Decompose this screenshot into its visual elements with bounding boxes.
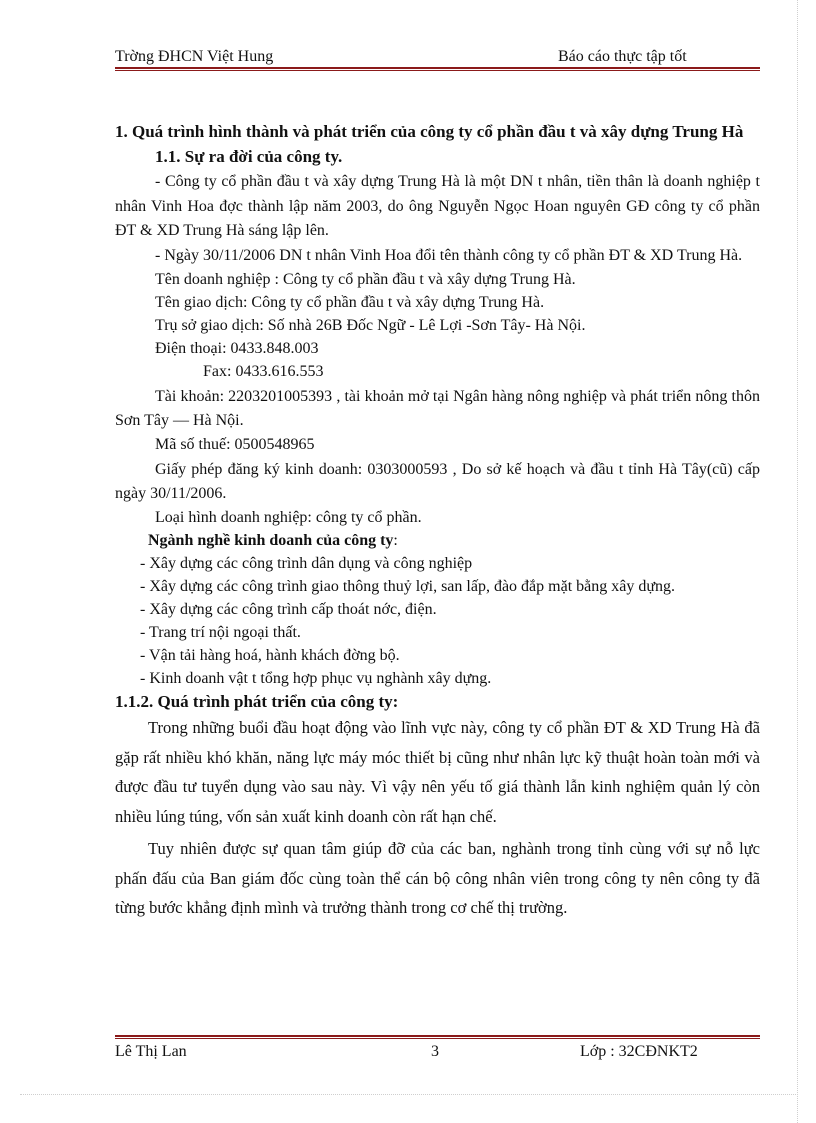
info-license: Giấy phép đăng ký kinh doanh: 0303000593 , Do sở kế hoạch và đầu t tỉnh Hà Tây(cũ) cấp ngày 30/11/2006. (115, 461, 760, 502)
info-company-type: Loại hình doanh nghiệp: công ty cổ phần. (155, 509, 422, 526)
section-title: 1. Quá trình hình thành và phát triển của công ty cổ phần đầu t và xây dựng Trung Hà (115, 122, 744, 141)
paragraph-rename: - Ngày 30/11/2006 DN t nhân Vinh Hoa đổi tên thành công ty cổ phần ĐT & XD Trung Hà. (155, 246, 743, 264)
page-number: 3 (431, 1043, 439, 1060)
info-address: Trụ sở giao dịch: Số nhà 26B Đốc Ngữ - Lê Lợi -Sơn Tây- Hà Nội. (155, 317, 586, 334)
business-heading-colon: : (393, 532, 398, 549)
info-fax: Fax: 0433.616.553 (203, 363, 324, 380)
header-school: Trờng ĐHCN Việt Hung (115, 48, 274, 65)
page-edge-bottom (20, 1094, 796, 1095)
paragraph-growth: Tuy nhiên được sự quan tâm giúp đỡ của các ban, nghành trong tỉnh cùng với sự nỗ lực phấn đấu của Ban giám đốc cùng toàn thể cán bộ công nhân viên trong công ty nên công ty đã từng bước khẳng định mình và trưởng thành trong cơ chế thị trường. (115, 839, 760, 917)
footer-class: Lớp : 32CĐNKT2 (580, 1043, 698, 1060)
header-rule (115, 67, 760, 69)
info-name: Tên doanh nghiệp : Công ty cổ phần đầu t và xây dựng Trung Hà. (155, 271, 576, 288)
business-item: - Trang trí nội ngoại thất. (140, 624, 301, 641)
header-report-title: Báo cáo thực tập tốt (558, 48, 687, 65)
business-item: - Vận tải hàng hoá, hành khách đờng bộ. (140, 647, 400, 664)
info-tax-code: Mã số thuế: 0500548965 (155, 436, 315, 453)
info-trade-name: Tên giao dịch: Công ty cổ phần đầu t và xây dựng Trung Hà. (155, 294, 545, 311)
business-item: - Xây dựng các công trình cấp thoát nớc, điện. (140, 601, 437, 618)
info-phone: Điện thoại: 0433.848.003 (155, 340, 319, 357)
header-rule-thin (115, 70, 760, 71)
page-edge-right (797, 0, 798, 1123)
business-item: - Xây dựng các công trình dân dụng và công nghiệp (140, 555, 473, 572)
paragraph-origin: - Công ty cổ phần đầu t và xây dựng Trung Hà là một DN t nhân, tiền thân là doanh nghiệp t nhân Vinh Hoa đợc thành lập năm 2003, do ông Nguyễn Ngọc Hoan nguyên GĐ công ty cổ phần ĐT & XD Trung Hà sáng lập lên. (115, 173, 760, 239)
business-heading (115, 529, 760, 552)
footer-rule (115, 1035, 760, 1037)
info-account: Tài khoản: 2203201005393 , tài khoản mở tại Ngân hàng nông nghiệp và phát triển nông thôn Sơn Tây — Hà Nội. (115, 388, 760, 429)
page-footer (115, 1043, 760, 1065)
business-heading-text: Ngành nghề kinh doanh của công ty (148, 532, 394, 549)
business-item: - Kinh doanh vật t tổng hợp phục vụ nghành xây dựng. (140, 670, 492, 687)
footer-author: Lê Thị Lan (115, 1043, 187, 1060)
paragraph-development: Trong những buổi đầu hoạt động vào lĩnh vực này, công ty cổ phần ĐT & XD Trung Hà đã gặp rất nhiều khó khăn, năng lực máy móc thiết bị cũng như nhân lực kỹ thuật hoàn toàn mới và được đầu tư tuyển dụng vào sau này. Vì vậy nên yếu tố giá thành lẫn kinh nghiệm quản lý còn nhiều lúng túng, vốn sản xuất kinh doanh còn rất hạn chế. (115, 718, 760, 826)
subsection-title-1: 1.1. Sự ra đời của công ty. (155, 147, 343, 166)
subsection-title-2: 1.1.2. Quá trình phát triển của công ty: (115, 692, 399, 711)
business-item: - Xây dựng các công trình giao thông thuỷ lợi, san lấp, đào đắp mặt bằng xây dựng. (140, 578, 676, 595)
document-body (115, 120, 760, 923)
footer-rule-thin (115, 1038, 760, 1039)
